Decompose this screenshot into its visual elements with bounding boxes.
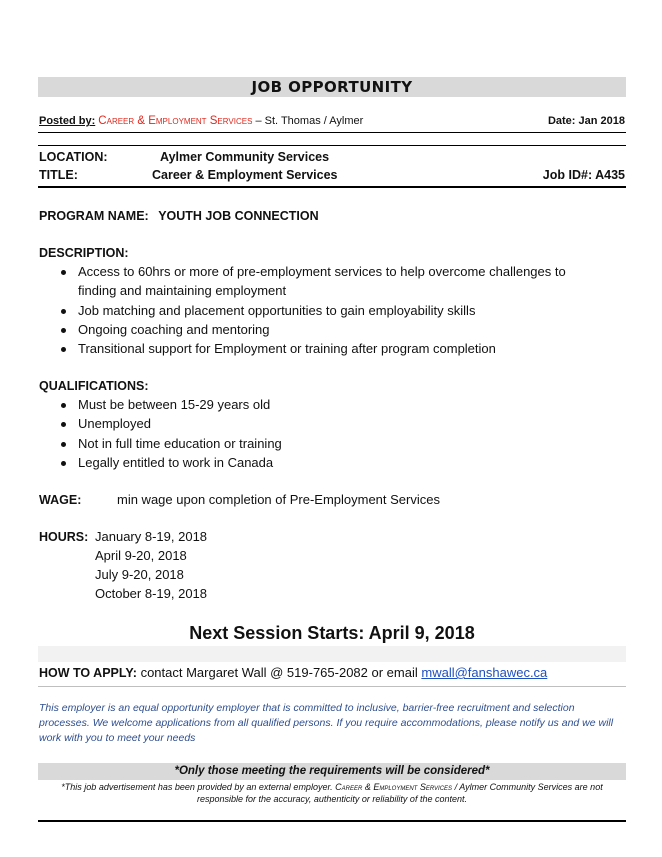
qualification-item: Must be between 15-29 years old — [39, 395, 625, 414]
title-row — [39, 166, 625, 184]
description-item: Ongoing coaching and mentoring — [39, 320, 625, 339]
description-item-text: finding and maintaining employment — [78, 283, 287, 299]
job-id: Job ID#: A435 — [542, 168, 625, 182]
program-label: PROGRAM NAME: — [39, 209, 149, 223]
disclaimer-org: Career & Employment Services — [335, 782, 453, 792]
description-item: Transitional support for Employment or training after program completion — [39, 339, 625, 358]
description-item-text: Access to 60hrs or more of pre-employment services to help overcome challenges to — [78, 264, 566, 279]
hours-date: April 9-20, 2018 — [95, 548, 187, 563]
location-row — [39, 148, 625, 166]
location-value: Aylmer Community Services — [160, 150, 330, 164]
next-session-heading: Next Session Starts: April 9, 2018 — [189, 623, 475, 643]
divider — [38, 145, 626, 146]
requirements-note: *Only those meeting the requirements will be considered* — [38, 763, 626, 780]
posted-by-label: Posted by: — [39, 115, 96, 127]
hours-date: July 9-20, 2018 — [95, 567, 184, 582]
program-value: YOUTH JOB CONNECTION — [158, 209, 319, 223]
apply-row — [39, 664, 625, 682]
qualification-item: Not in full time education or training — [39, 434, 625, 453]
hours-date: October 8-19, 2018 — [95, 586, 208, 601]
posted-by-org: Career & Employment Services — [98, 115, 253, 127]
posting-date: Date: Jan 2018 — [547, 115, 625, 127]
title-label: TITLE: — [39, 168, 78, 182]
title-value: Career & Employment Services — [152, 168, 338, 182]
apply-shading — [38, 646, 626, 662]
hours-date: January 8-19, 2018 — [95, 529, 208, 544]
apply-text: contact Margaret Wall @ 519-765-2082 or email — [140, 665, 418, 680]
posted-by-line — [39, 113, 625, 129]
disclaimer — [39, 781, 625, 805]
hours-line — [39, 527, 339, 546]
program-row — [39, 207, 319, 225]
hours-label: HOURS: — [39, 530, 89, 544]
divider — [38, 132, 626, 133]
qualifications-list — [39, 395, 625, 472]
page-title: JOB OPPORTUNITY — [38, 77, 626, 97]
wage-value: min wage upon completion of Pre-Employment Services — [117, 492, 440, 507]
wage-row — [39, 491, 625, 509]
email-link[interactable]: mwall@fanshawec.ca — [421, 665, 548, 680]
disclaimer-text: / Aylmer Community Services are not responsible for the accuracy, authenticity or reliability of the content. — [197, 782, 603, 804]
posted-by-location: – St. Thomas / Aylmer — [252, 115, 364, 127]
description-item — [39, 262, 625, 301]
bottom-rule — [38, 820, 626, 822]
description-item: Job matching and placement opportunities to gain employability skills — [39, 301, 625, 320]
divider — [38, 686, 626, 687]
hours-block — [39, 527, 339, 603]
qualification-item: Unemployed — [39, 414, 625, 433]
disclaimer-text: *This job advertisement has been provided by an external employer. — [61, 782, 333, 792]
description-label: DESCRIPTION: — [39, 246, 129, 260]
location-label: LOCATION: — [39, 150, 108, 164]
qualification-item: Legally entitled to work in Canada — [39, 453, 625, 472]
qualifications-label: QUALIFICATIONS: — [39, 379, 149, 393]
eeo-statement: This employer is an equal opportunity employer that is committed to inclusive, barrier-free recruitment and selection processes. We welcome applications from all qualified persons. If you require accommodations, please notify us and we will work with you to meet your needs — [39, 702, 614, 744]
wage-label: WAGE: — [39, 493, 82, 507]
apply-label: HOW TO APPLY: — [39, 666, 137, 680]
description-list — [39, 262, 625, 358]
divider — [38, 186, 626, 188]
